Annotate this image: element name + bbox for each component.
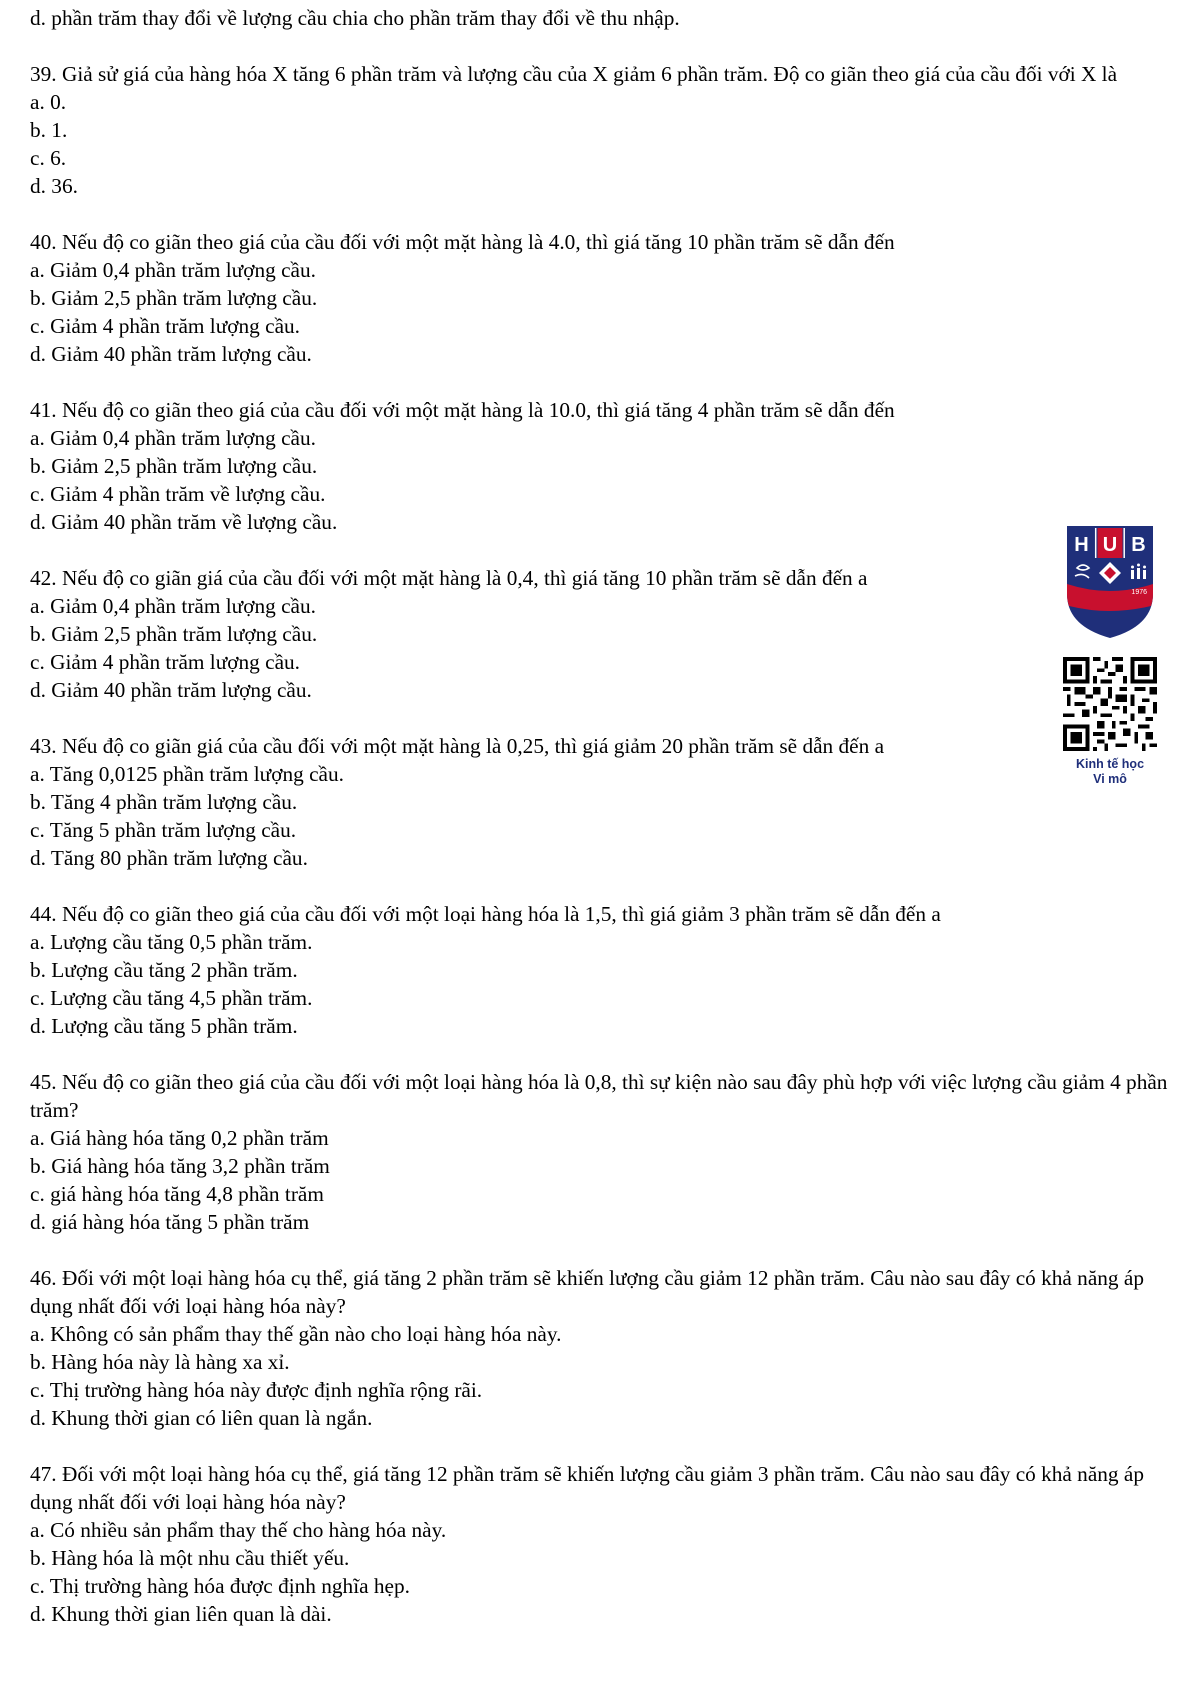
logo-letter-h: H xyxy=(1074,534,1089,556)
question-text: 41. Nếu độ co giãn theo giá của cầu đối với một mặt hàng là 10.0, thì giá tăng 4 phần trăm sẽ dẫn đến xyxy=(30,398,895,422)
option-a: a. Giảm 0,4 phần trăm lượng cầu. xyxy=(30,258,316,282)
option-b: b. Giảm 2,5 phần trăm lượng cầu. xyxy=(30,286,318,310)
hub-logo-icon xyxy=(1063,522,1157,640)
hub-badge xyxy=(1055,522,1165,787)
option-a: a. Giá hàng hóa tăng 0,2 phần trăm xyxy=(30,1126,329,1150)
option-d: d. Khung thời gian liên quan là dài. xyxy=(30,1602,332,1626)
logo-letter-u: U xyxy=(1102,534,1118,556)
founding-year: 1976 xyxy=(1131,589,1147,596)
option-b: b. Hàng hóa là một nhu cầu thiết yếu. xyxy=(30,1546,350,1570)
option-d: d. giá hàng hóa tăng 5 phần trăm xyxy=(30,1210,310,1234)
option-b: b. Giảm 2,5 phần trăm lượng cầu. xyxy=(30,622,318,646)
question-text: 39. Giả sử giá của hàng hóa X tăng 6 phần trăm và lượng cầu của X giảm 6 phần trăm. Độ co giãn theo giá của cầu đối với X là xyxy=(30,62,1118,86)
question-text: 43. Nếu độ co giãn giá của cầu đối với một mặt hàng là 0,25, thì giá giảm 20 phần trăm sẽ dẫn đến a xyxy=(30,734,885,758)
option-c: c. Giảm 4 phần trăm lượng cầu. xyxy=(30,314,301,338)
option-d: d. Lượng cầu tăng 5 phần trăm. xyxy=(30,1014,298,1038)
question-44 xyxy=(30,900,1180,1040)
option-c: c. Lượng cầu tăng 4,5 phần trăm. xyxy=(30,986,313,1010)
question-45 xyxy=(30,1068,1180,1236)
option-a: a. Giảm 0,4 phần trăm lượng cầu. xyxy=(30,426,316,450)
qr-code-icon xyxy=(1063,657,1157,751)
question-42 xyxy=(30,564,1180,704)
option-c: c. giá hàng hóa tăng 4,8 phần trăm xyxy=(30,1182,324,1206)
question-46 xyxy=(30,1264,1180,1432)
badge-course: Vi mô xyxy=(1093,772,1127,786)
option-d: d. Giảm 40 phần trăm lượng cầu. xyxy=(30,678,312,702)
option-b: b. Lượng cầu tăng 2 phần trăm. xyxy=(30,958,298,982)
option-b: b. Giảm 2,5 phần trăm lượng cầu. xyxy=(30,454,318,478)
option-a: a. Có nhiều sản phẩm thay thế cho hàng hóa này. xyxy=(30,1518,447,1542)
option-a: a. Tăng 0,0125 phần trăm lượng cầu. xyxy=(30,762,344,786)
logo-letter-b: B xyxy=(1131,534,1146,556)
document-body xyxy=(30,4,1180,1628)
option-d: d. 36. xyxy=(30,174,78,198)
option-b: b. 1. xyxy=(30,118,68,142)
question-text: 44. Nếu độ co giãn theo giá của cầu đối với một loại hàng hóa là 1,5, thì giá giảm 3 phần trăm sẽ dẫn đến a xyxy=(30,902,941,926)
question-40 xyxy=(30,228,1180,368)
question-47 xyxy=(30,1460,1180,1628)
question-text: 47. Đối với một loại hàng hóa cụ thể, giá tăng 12 phần trăm sẽ khiến lượng cầu giảm 3 phần trăm. Câu nào sau đây có khả năng áp dụng nhất đối với loại hàng hóa này? xyxy=(30,1462,1145,1514)
question-39 xyxy=(30,60,1180,200)
option-c: c. Giảm 4 phần trăm về lượng cầu. xyxy=(30,482,326,506)
option-d: d. Giảm 40 phần trăm về lượng cầu. xyxy=(30,510,338,534)
question-43 xyxy=(30,732,1180,872)
question-text: 46. Đối với một loại hàng hóa cụ thể, giá tăng 2 phần trăm sẽ khiến lượng cầu giảm 12 phần trăm. Câu nào sau đây có khả năng áp dụng nhất đối với loại hàng hóa này? xyxy=(30,1266,1145,1318)
option-a: a. Giảm 0,4 phần trăm lượng cầu. xyxy=(30,594,316,618)
option-c: c. 6. xyxy=(30,146,67,170)
option-c: c. Tăng 5 phần trăm lượng cầu. xyxy=(30,818,297,842)
question-text: 40. Nếu độ co giãn theo giá của cầu đối với một mặt hàng là 4.0, thì giá tăng 10 phần trăm sẽ dẫn đến xyxy=(30,230,895,254)
option-b: b. Giá hàng hóa tăng 3,2 phần trăm xyxy=(30,1154,330,1178)
option-d: d. Tăng 80 phần trăm lượng cầu. xyxy=(30,846,308,870)
question-text: 45. Nếu độ co giãn theo giá của cầu đối với một loại hàng hóa là 0,8, thì sự kiện nào sau đây phù hợp với việc lượng cầu giảm 4 phần trăm? xyxy=(30,1070,1168,1122)
lead-line: d. phần trăm thay đổi về lượng cầu chia cho phần trăm thay đổi về thu nhập. xyxy=(30,6,680,30)
question-text: 42. Nếu độ co giãn giá của cầu đối với một mặt hàng là 0,4, thì giá tăng 10 phần trăm sẽ dẫn đến a xyxy=(30,566,868,590)
option-d: d. Khung thời gian có liên quan là ngắn. xyxy=(30,1406,373,1430)
option-a: a. Không có sản phẩm thay thế gần nào cho loại hàng hóa này. xyxy=(30,1322,562,1346)
option-c: c. Giảm 4 phần trăm lượng cầu. xyxy=(30,650,301,674)
badge-subject: Kinh tế học xyxy=(1075,757,1145,771)
option-c: c. Thị trường hàng hóa được định nghĩa hẹp. xyxy=(30,1574,410,1598)
option-d: d. Giảm 40 phần trăm lượng cầu. xyxy=(30,342,312,366)
option-b: b. Tăng 4 phần trăm lượng cầu. xyxy=(30,790,298,814)
option-b: b. Hàng hóa này là hàng xa xỉ. xyxy=(30,1350,290,1374)
option-c: c. Thị trường hàng hóa này được định nghĩa rộng rãi. xyxy=(30,1378,483,1402)
option-a: a. 0. xyxy=(30,90,67,114)
option-a: a. Lượng cầu tăng 0,5 phần trăm. xyxy=(30,930,313,954)
question-41 xyxy=(30,396,1180,536)
